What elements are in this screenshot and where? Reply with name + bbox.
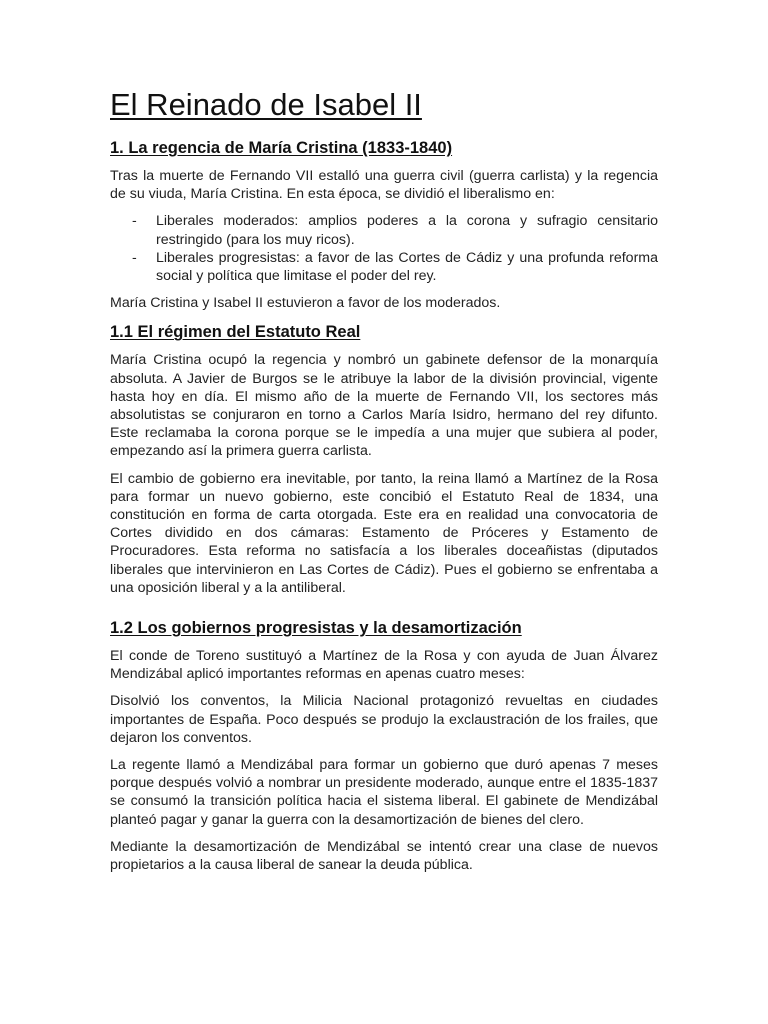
list-item xyxy=(110,249,658,285)
paragraph: El cambio de gobierno era inevitable, por tanto, la reina llamó a Martínez de la Rosa para formar un nuevo gobierno, este concibió el Estatuto Real de 1834, una constitución en forma de carta otorgada. Este era en realidad una convocatoria de Cortes dividido en dos cámaras: Estamento de Próceres y Estamento de Procuradores. Esta reforma no satisfacía a los liberales doceañistas (diputados liberales que intervinieron en Las Cortes de Cádiz). Pues el gobierno se enfrentaba a una oposición liberal y a la antiliberal. xyxy=(110,470,658,596)
paragraph: Disolvió los conventos, la Milicia Nacional protagonizó revueltas en ciudades importantes de España. Poco después se produjo la exclaustración de los frailes, que dejaron los conventos. xyxy=(110,693,658,746)
list-item-text: Liberales progresistas: a favor de las Cortes de Cádiz y una profunda reforma social y política que limitase el poder del rey. xyxy=(156,249,658,285)
list-item-text: Liberales moderados: amplios poderes a la corona y sufragio censitario restringido (para los muy ricos). xyxy=(156,213,658,248)
paragraph: María Cristina y Isabel II estuvieron a favor de los moderados. xyxy=(110,295,501,312)
document-title: El Reinado de Isabel II xyxy=(110,87,422,122)
dash-bullet-icon: - xyxy=(132,249,137,266)
section-heading: 1.2 Los gobiernos progresistas y la desamortización xyxy=(110,619,522,638)
dash-bullet-icon: - xyxy=(132,213,137,230)
section-heading: 1.1 El régimen del Estatuto Real xyxy=(110,323,361,342)
paragraph: La regente llamó a Mendizábal para formar un gobierno que duró apenas 7 meses porque después volvió a nombrar un presidente moderado, aunque entre el 1835-1837 se consumó la transición política hacia el sistema liberal. El gabinete de Mendizábal planteó pagar y ganar la guerra con la desamortización de bienes del clero. xyxy=(110,757,658,828)
dash-list xyxy=(110,212,658,285)
list-item xyxy=(110,212,658,248)
section-estatuto-real xyxy=(110,321,658,597)
section-regencia xyxy=(110,137,658,312)
paragraph: El conde de Toreno sustituyó a Martínez de la Rosa y con ayuda de Juan Álvarez Mendizábal aplicó importantes reformas en apenas cuatro meses: xyxy=(110,648,658,683)
paragraph: Tras la muerte de Fernando VII estalló una guerra civil (guerra carlista) y la regencia de su viuda, María Cristina. En esta época, se dividió el liberalismo en: xyxy=(110,168,658,203)
paragraph: María Cristina ocupó la regencia y nombró un gabinete defensor de la monarquía absoluta. A Javier de Burgos se le atribuye la labor de la división provincial, vigente hasta hoy en día. El mismo año de la muerte de Fernando VII, los sectores más absolutistas se conjuraron en torno a Carlos María Isidro, hermano del rey difunto. Este reclamaba la corona porque se le impedía a una mujer que subiera al poder, empezando así la primera guerra carlista. xyxy=(110,352,658,460)
section-heading: 1. La regencia de María Cristina (1833-1840) xyxy=(110,139,453,157)
paragraph: Mediante la desamortización de Mendizábal se intentó crear una clase de nuevos propietarios a la causa liberal de sanear la deuda pública. xyxy=(110,838,658,874)
section-gobiernos-progresistas xyxy=(110,617,658,874)
